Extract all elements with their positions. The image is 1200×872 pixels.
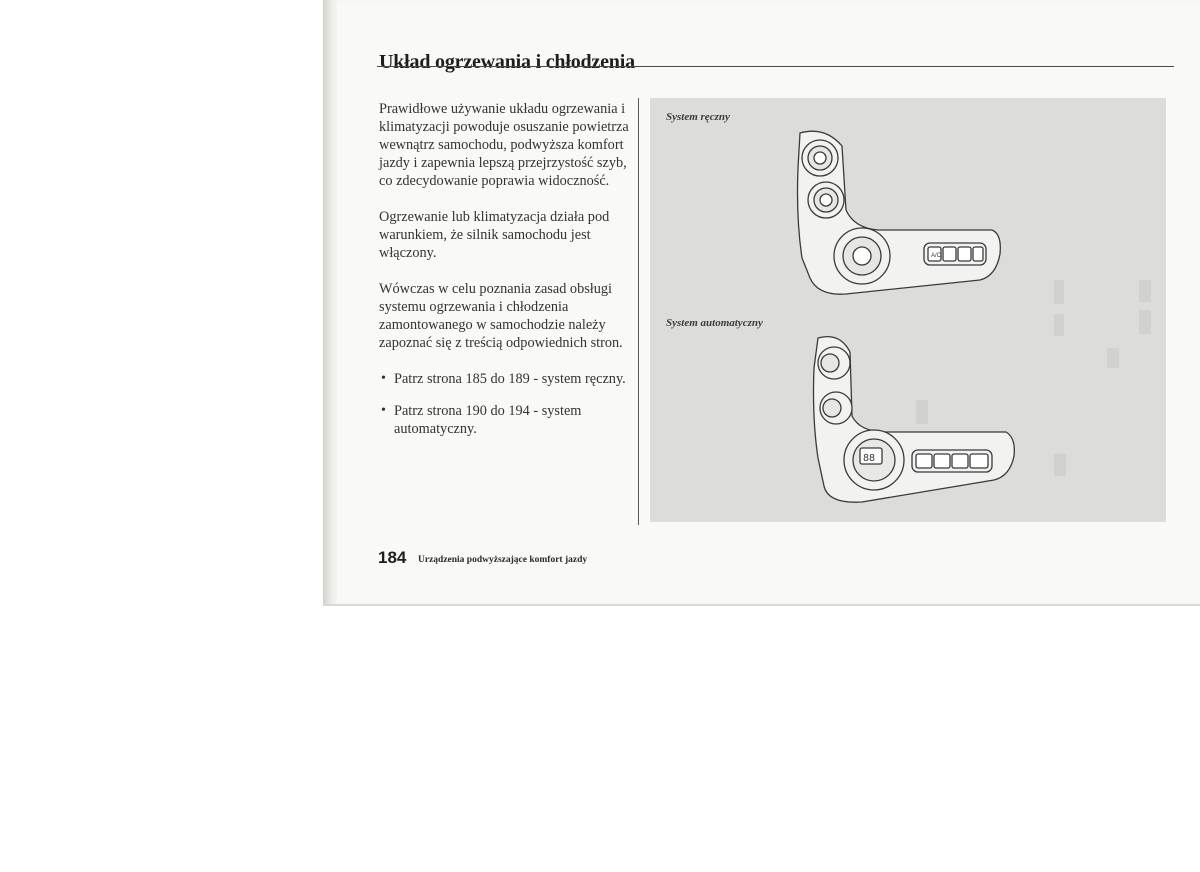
page-number: 184 bbox=[378, 548, 407, 567]
manual-control-panel bbox=[798, 131, 1001, 294]
manual-fresh-air-button bbox=[958, 247, 971, 261]
control-panel-drawings bbox=[650, 98, 1166, 522]
auto-defrost-button bbox=[916, 454, 932, 468]
auto-temp-display-digits: 88 bbox=[863, 453, 876, 464]
page-binding-edge bbox=[323, 0, 337, 604]
manual-ac-button-label: A/C bbox=[931, 253, 942, 259]
body-text-column bbox=[379, 100, 629, 452]
paragraph-reference: Wówczas w celu poznania zasad obsługi systemu ogrzewania i chłodzenia zamontowanego w samochodzie należy zapoznać się z treścią odpowiednich stron. bbox=[379, 281, 623, 351]
auto-fan-control bbox=[821, 354, 839, 372]
manual-temp-knob-center bbox=[853, 247, 871, 265]
auto-system-label: System automatyczny bbox=[666, 317, 763, 329]
title-divider bbox=[377, 66, 1174, 67]
page-title: Układ ogrzewania i chłodzenia bbox=[379, 51, 635, 74]
manual-fan-knob-center bbox=[814, 152, 826, 164]
auto-control-panel bbox=[814, 337, 1015, 503]
manual-system-label: System ręczny bbox=[666, 111, 730, 123]
paragraph-intro: Prawidłowe używanie układu ogrzewania i klimatyzacji powoduje osuszanie powietrza wewnątrz samochodu, podwyższa komfort jazdy i zapewnia lepszą przejrzystość szyb, co zdecydowanie poprawia widoczność. bbox=[379, 101, 629, 189]
paragraph-engine-condition: Ogrzewanie lub klimatyzacja działa pod warunkiem, że silnik samochodu jest włączony. bbox=[379, 209, 610, 261]
column-divider bbox=[638, 98, 639, 525]
page-reference-list bbox=[379, 370, 629, 438]
section-name: Urządzenia podwyższające komfort jazdy bbox=[418, 555, 588, 565]
manual-defrost-button bbox=[973, 247, 983, 261]
manual-recirc-button bbox=[943, 247, 956, 261]
auto-mode-control bbox=[823, 399, 841, 417]
manual-mode-knob-center bbox=[820, 194, 832, 206]
climate-control-figure bbox=[650, 98, 1166, 522]
reference-automatic-system: • Patrz strona 190 do 194 - system automatyczny. bbox=[379, 402, 629, 438]
auto-ac-button bbox=[934, 454, 950, 468]
reference-manual-system: • Patrz strona 185 do 189 - system ręczny. bbox=[379, 370, 629, 388]
auto-rear-defrost-button bbox=[970, 454, 988, 468]
auto-recirc-button bbox=[952, 454, 968, 468]
